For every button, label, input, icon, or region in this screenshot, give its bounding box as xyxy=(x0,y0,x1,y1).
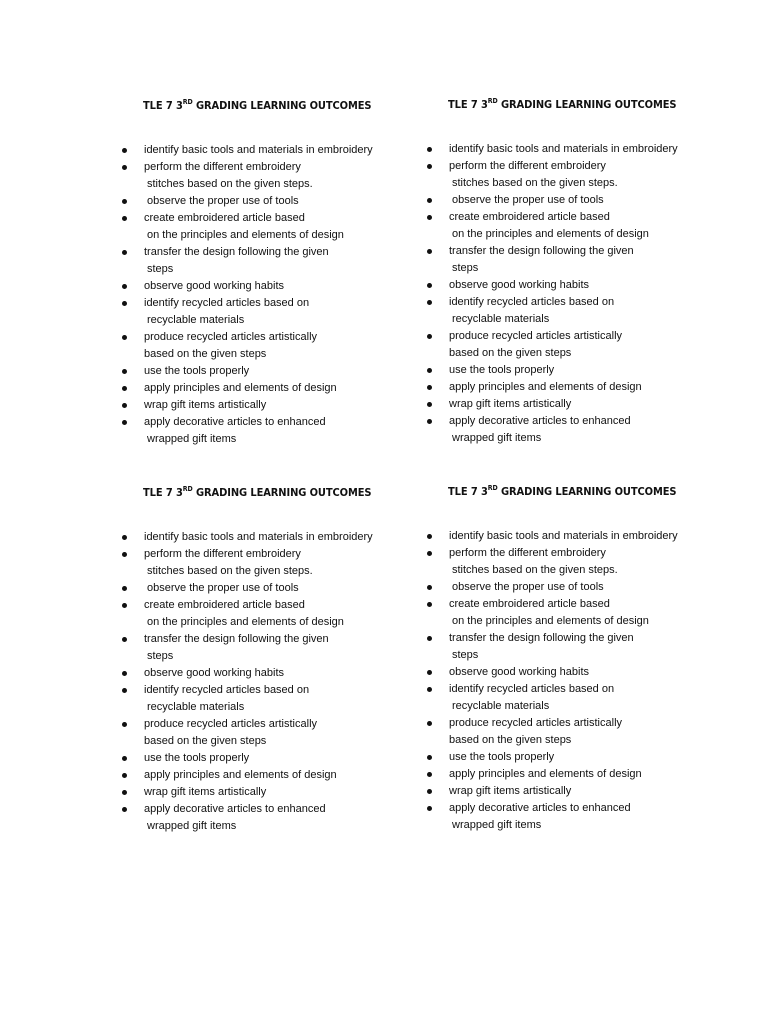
bullet-icon xyxy=(427,789,432,794)
outcome-text: perform the different embroidery xyxy=(144,548,301,560)
outcome-item xyxy=(122,784,422,801)
bullet-icon xyxy=(427,215,432,220)
bullet-icon xyxy=(427,164,432,169)
bullet-icon xyxy=(122,688,127,693)
outcome-text: apply principles and elements of design xyxy=(144,382,337,394)
outcome-item xyxy=(122,631,422,665)
outcome-item xyxy=(122,801,422,835)
outcome-text-continued: based on the given steps xyxy=(144,348,267,360)
outcome-text: observe the proper use of tools xyxy=(452,581,604,593)
bullet-icon xyxy=(122,284,127,289)
outcome-text: wrap gift items artistically xyxy=(144,399,267,411)
outcome-text: identify recycled articles based on xyxy=(144,297,310,309)
bullet-icon xyxy=(122,165,127,170)
bullet-icon xyxy=(122,756,127,761)
bullet-icon xyxy=(427,687,432,692)
bullet-icon xyxy=(122,586,127,591)
outcome-text: apply principles and elements of design xyxy=(449,381,642,393)
bullet-icon xyxy=(427,402,432,407)
outcome-item xyxy=(122,414,422,448)
outcome-text: observe good working habits xyxy=(144,280,285,292)
outcome-text-continued: recyclable materials xyxy=(147,314,245,326)
outcome-text: transfer the design following the given xyxy=(449,245,634,257)
outcome-text-continued: based on the given steps xyxy=(449,734,572,746)
outcome-text-continued: wrapped gift items xyxy=(147,820,237,832)
bullet-icon xyxy=(427,772,432,777)
outcome-text: identify basic tools and materials in embroidery xyxy=(449,143,678,155)
outcome-text: wrap gift items artistically xyxy=(144,786,267,798)
bullet-icon xyxy=(122,301,127,306)
outcome-text: apply decorative articles to enhanced xyxy=(449,415,631,427)
outcome-text: use the tools properly xyxy=(449,751,555,763)
outcome-text-continued: stitches based on the given steps. xyxy=(147,178,313,190)
bullet-icon xyxy=(427,551,432,556)
outcomes-card-bottom-right xyxy=(427,484,727,834)
bullet-icon xyxy=(122,335,127,340)
outcome-item xyxy=(122,363,422,380)
outcome-text: transfer the design following the given xyxy=(144,246,329,258)
outcomes-list xyxy=(122,529,422,835)
bullet-icon xyxy=(427,368,432,373)
outcome-text: observe the proper use of tools xyxy=(147,195,299,207)
bullet-icon xyxy=(122,148,127,153)
outcome-item xyxy=(122,210,422,244)
outcome-item xyxy=(427,379,727,396)
outcome-text: create embroidered article based xyxy=(144,599,305,611)
outcome-text-continued: steps xyxy=(452,262,479,274)
bullet-icon xyxy=(427,385,432,390)
outcome-item xyxy=(427,630,727,664)
outcome-text: perform the different embroidery xyxy=(449,160,606,172)
outcome-item xyxy=(427,209,727,243)
bullet-icon xyxy=(427,636,432,641)
bullet-icon xyxy=(427,721,432,726)
outcome-item xyxy=(122,295,422,329)
bullet-icon xyxy=(427,147,432,152)
outcome-text: transfer the design following the given xyxy=(144,633,329,645)
bullet-icon xyxy=(122,369,127,374)
bullet-icon xyxy=(122,603,127,608)
bullet-icon xyxy=(427,585,432,590)
bullet-icon xyxy=(122,535,127,540)
outcome-item xyxy=(122,546,422,580)
bullet-icon xyxy=(122,790,127,795)
outcome-text-continued: recyclable materials xyxy=(452,700,550,712)
outcome-item xyxy=(122,665,422,682)
bullet-icon xyxy=(122,722,127,727)
outcome-text: produce recycled articles artistically xyxy=(144,331,318,343)
outcome-text: identify basic tools and materials in embroidery xyxy=(144,144,373,156)
outcome-item xyxy=(427,362,727,379)
bullet-icon xyxy=(427,300,432,305)
outcomes-card-top-right xyxy=(427,97,727,447)
outcome-item xyxy=(122,597,422,631)
outcome-item xyxy=(122,142,422,159)
card-title: TLE 7 3RD GRADING LEARNING OUTCOMES xyxy=(143,485,372,499)
outcome-text: apply decorative articles to enhanced xyxy=(144,416,326,428)
outcome-item xyxy=(122,380,422,397)
outcome-text-continued: on the principles and elements of design xyxy=(452,228,649,240)
outcome-item xyxy=(427,579,727,596)
outcome-item xyxy=(427,192,727,209)
bullet-icon xyxy=(122,420,127,425)
outcome-text: observe good working habits xyxy=(449,666,590,678)
outcome-item xyxy=(122,329,422,363)
outcome-item xyxy=(427,328,727,362)
outcome-text: apply decorative articles to enhanced xyxy=(449,802,631,814)
card-title: TLE 7 3RD GRADING LEARNING OUTCOMES xyxy=(448,97,677,111)
outcome-text: produce recycled articles artistically xyxy=(449,330,623,342)
outcome-item xyxy=(427,749,727,766)
outcome-text: produce recycled articles artistically xyxy=(144,718,318,730)
outcome-text-continued: recyclable materials xyxy=(147,701,245,713)
bullet-icon xyxy=(427,806,432,811)
outcome-item xyxy=(427,766,727,783)
bullet-icon xyxy=(122,552,127,557)
outcome-item xyxy=(122,397,422,414)
bullet-icon xyxy=(122,671,127,676)
outcome-text: identify recycled articles based on xyxy=(144,684,310,696)
bullet-icon xyxy=(427,283,432,288)
outcome-item xyxy=(427,158,727,192)
outcome-text-continued: on the principles and elements of design xyxy=(147,616,344,628)
outcome-text: create embroidered article based xyxy=(449,598,610,610)
outcome-item xyxy=(427,277,727,294)
outcome-text: wrap gift items artistically xyxy=(449,398,572,410)
outcomes-list xyxy=(427,141,727,447)
outcome-item xyxy=(427,294,727,328)
outcome-text: apply decorative articles to enhanced xyxy=(144,803,326,815)
outcome-text: produce recycled articles artistically xyxy=(449,717,623,729)
outcome-text: identify recycled articles based on xyxy=(449,296,615,308)
outcomes-list xyxy=(427,528,727,834)
outcome-text-continued: stitches based on the given steps. xyxy=(147,565,313,577)
outcomes-list xyxy=(122,142,422,448)
outcome-text: apply principles and elements of design xyxy=(449,768,642,780)
bullet-icon xyxy=(122,216,127,221)
outcome-text: perform the different embroidery xyxy=(144,161,301,173)
bullet-icon xyxy=(427,249,432,254)
outcome-text: observe good working habits xyxy=(449,279,590,291)
outcome-text: observe the proper use of tools xyxy=(452,194,604,206)
outcome-text: wrap gift items artistically xyxy=(449,785,572,797)
bullet-icon xyxy=(427,602,432,607)
outcome-item xyxy=(427,800,727,834)
outcome-text: create embroidered article based xyxy=(144,212,305,224)
outcome-item xyxy=(122,716,422,750)
outcome-text-continued: steps xyxy=(147,263,174,275)
outcome-text-continued: on the principles and elements of design xyxy=(147,229,344,241)
outcome-text: identify basic tools and materials in embroidery xyxy=(449,530,678,542)
bullet-icon xyxy=(427,419,432,424)
outcome-item xyxy=(122,278,422,295)
outcome-text: perform the different embroidery xyxy=(449,547,606,559)
outcome-item xyxy=(427,715,727,749)
outcome-text-continued: based on the given steps xyxy=(449,347,572,359)
outcome-text: use the tools properly xyxy=(144,365,250,377)
bullet-icon xyxy=(427,534,432,539)
outcome-text-continued: on the principles and elements of design xyxy=(452,615,649,627)
outcome-text-continued: stitches based on the given steps. xyxy=(452,564,618,576)
outcome-text: identify recycled articles based on xyxy=(449,683,615,695)
outcomes-card-top-left xyxy=(122,98,422,448)
outcome-item xyxy=(427,141,727,158)
outcome-text: create embroidered article based xyxy=(449,211,610,223)
outcome-text: apply principles and elements of design xyxy=(144,769,337,781)
bullet-icon xyxy=(122,386,127,391)
outcome-item xyxy=(427,243,727,277)
outcome-item xyxy=(427,596,727,630)
outcome-item xyxy=(122,193,422,210)
outcome-item xyxy=(427,783,727,800)
outcome-item xyxy=(122,159,422,193)
outcome-text: observe the proper use of tools xyxy=(147,582,299,594)
outcome-text-continued: wrapped gift items xyxy=(147,433,237,445)
outcome-text: observe good working habits xyxy=(144,667,285,679)
outcome-item xyxy=(427,396,727,413)
bullet-icon xyxy=(122,403,127,408)
bullet-icon xyxy=(122,637,127,642)
outcomes-card-bottom-left xyxy=(122,485,422,835)
outcome-item xyxy=(122,750,422,767)
outcome-item xyxy=(122,580,422,597)
bullet-icon xyxy=(122,773,127,778)
outcome-item xyxy=(122,767,422,784)
outcome-text: use the tools properly xyxy=(144,752,250,764)
bullet-icon xyxy=(122,807,127,812)
outcome-text: use the tools properly xyxy=(449,364,555,376)
bullet-icon xyxy=(427,670,432,675)
outcome-item xyxy=(427,545,727,579)
outcome-item xyxy=(427,413,727,447)
outcome-text-continued: based on the given steps xyxy=(144,735,267,747)
outcome-text-continued: steps xyxy=(452,649,479,661)
outcome-item xyxy=(427,664,727,681)
bullet-icon xyxy=(122,250,127,255)
outcome-text-continued: wrapped gift items xyxy=(452,819,542,831)
outcome-item xyxy=(122,529,422,546)
outcome-item xyxy=(427,681,727,715)
card-title: TLE 7 3RD GRADING LEARNING OUTCOMES xyxy=(448,484,677,498)
bullet-icon xyxy=(427,198,432,203)
outcome-item xyxy=(122,244,422,278)
card-title: TLE 7 3RD GRADING LEARNING OUTCOMES xyxy=(143,98,372,112)
outcome-text: identify basic tools and materials in embroidery xyxy=(144,531,373,543)
bullet-icon xyxy=(427,334,432,339)
outcome-text-continued: steps xyxy=(147,650,174,662)
outcome-item xyxy=(427,528,727,545)
outcome-text: transfer the design following the given xyxy=(449,632,634,644)
outcome-text-continued: recyclable materials xyxy=(452,313,550,325)
bullet-icon xyxy=(427,755,432,760)
bullet-icon xyxy=(122,199,127,204)
outcome-text-continued: stitches based on the given steps. xyxy=(452,177,618,189)
outcome-item xyxy=(122,682,422,716)
outcome-text-continued: wrapped gift items xyxy=(452,432,542,444)
